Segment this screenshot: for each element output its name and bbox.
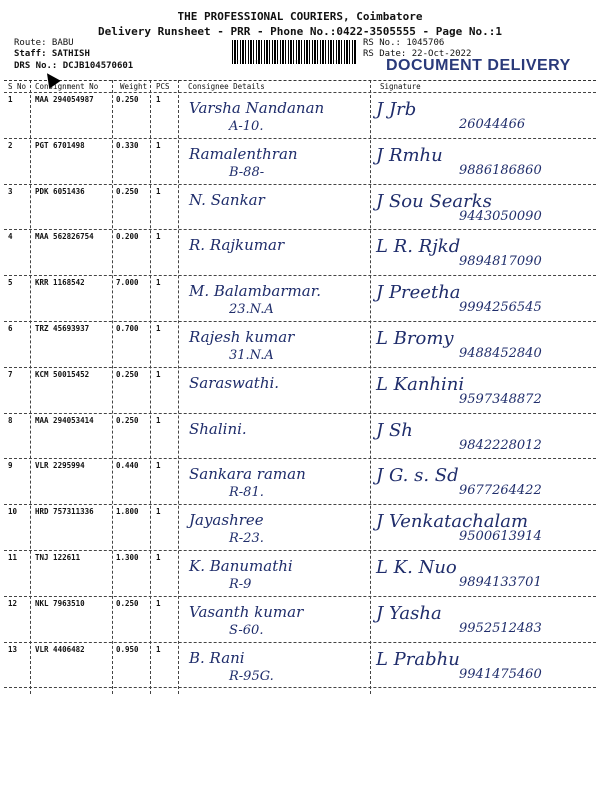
consignment-number: HRD 757311336 (35, 507, 94, 517)
table-row (4, 276, 596, 322)
column-header: S No (8, 82, 27, 91)
weight: 7.000 (116, 278, 139, 288)
consignee-name: Saraswathi. (189, 373, 280, 392)
route-label: Route: BABU (14, 38, 74, 48)
phone-number: 9952512483 (459, 620, 542, 636)
phone-number: 9443050090 (459, 208, 542, 224)
signature: L K. Nuo (376, 556, 457, 578)
consignment-number: KCM 50015452 (35, 369, 90, 379)
phone-number: 9597348872 (459, 391, 542, 407)
serial-number: 6 (8, 323, 13, 333)
table-row (4, 551, 596, 597)
consignee-name: R. Rajkumar (189, 236, 285, 255)
column-header: Weight (120, 82, 148, 91)
column-header: Signature (380, 82, 421, 91)
drs-number: DRS No.: DCJB104570601 (14, 61, 134, 71)
table-row (4, 459, 596, 505)
weight: 1.800 (116, 507, 139, 517)
runsheet-table (4, 80, 596, 688)
phone-number: 9894817090 (459, 254, 542, 270)
weight: 0.250 (116, 415, 139, 425)
runsheet-subtitle: Delivery Runsheet - PRR - Phone No.:0422-3505555 - Page No.:1 (98, 25, 502, 38)
serial-number: 2 (8, 140, 13, 150)
consignee-address: R-95G. (229, 668, 274, 684)
signature: J Sou Searks (376, 190, 492, 212)
consignee-name: Ramalenthran (189, 144, 298, 163)
serial-number: 8 (8, 415, 13, 425)
serial-number: 9 (8, 461, 13, 471)
serial-number: 1 (8, 95, 13, 104)
company-title: THE PROFESSIONAL COURIERS, Coimbatore (177, 10, 423, 23)
signature: J Yasha (376, 602, 442, 624)
consignment-number: TNJ 122611 (35, 552, 81, 562)
consignee-name: Rajesh kumar (189, 327, 295, 346)
serial-number: 13 (8, 644, 18, 654)
signature: J Venkatachalam (376, 511, 529, 533)
column-header: PCS (156, 82, 170, 91)
pieces: 1 (156, 644, 161, 654)
consignee-name: M. Balambarmar. (189, 282, 321, 301)
serial-number: 3 (8, 186, 13, 196)
weight: 0.950 (116, 644, 139, 654)
signature: L Kanhini (376, 373, 465, 395)
rs-number: RS No.: 1045706 (363, 38, 445, 48)
table-row (4, 597, 596, 643)
weight: 0.250 (116, 186, 139, 196)
column-header: Consignee Details (188, 82, 265, 91)
consignee-address: S-60. (229, 622, 264, 638)
pieces: 1 (156, 507, 161, 517)
consignment-number: MAA 294054987 (35, 95, 94, 104)
consignee-name: Jayashree (189, 511, 264, 530)
weight: 0.250 (116, 369, 139, 379)
pieces: 1 (156, 461, 161, 471)
phone-number: 9886186860 (459, 162, 542, 178)
pieces: 1 (156, 186, 161, 196)
phone-number: 9941475460 (459, 666, 542, 682)
pieces: 1 (156, 278, 161, 288)
pieces: 1 (156, 552, 161, 562)
consignee-name: Shalini. (189, 419, 247, 438)
consignment-number: VLR 4406482 (35, 644, 85, 654)
weight: 0.700 (116, 323, 139, 333)
table-row (4, 368, 596, 414)
serial-number: 11 (8, 552, 18, 562)
consignee-name: K. Banumathi (189, 556, 293, 575)
signature: J Preetha (376, 282, 461, 304)
consignment-number: MAA 294053414 (35, 415, 94, 425)
signature: L R. Rjkd (376, 236, 461, 258)
consignee-address: 31.N.A (229, 347, 274, 363)
weight: 0.250 (116, 95, 139, 104)
signature: J Sh (376, 419, 413, 441)
pieces: 1 (156, 323, 161, 333)
phone-number: 9677264422 (459, 483, 542, 499)
phone-number: 9488452840 (459, 345, 542, 361)
consignee-address: B-88- (229, 164, 265, 180)
table-row (4, 185, 596, 231)
consignee-name: Vasanth kumar (189, 602, 304, 621)
serial-number: 5 (8, 278, 13, 288)
consignment-number: PGT 6701498 (35, 140, 85, 150)
weight: 0.250 (116, 598, 139, 608)
pieces: 1 (156, 140, 161, 150)
table-header-row (4, 81, 596, 93)
phone-number: 9842228012 (459, 437, 542, 453)
consignee-address: 23.N.A (229, 302, 274, 318)
phone-number: 9994256545 (459, 300, 542, 316)
signature: L Bromy (376, 327, 454, 349)
table-row (4, 139, 596, 185)
signature: J G. s. Sd (376, 465, 459, 487)
weight: 1.300 (116, 552, 139, 562)
consignee-name: Sankara raman (189, 465, 306, 484)
document-delivery-label: DOCUMENT DELIVERY (386, 57, 571, 74)
staff-label: Staff: SATHISH (14, 49, 90, 59)
consignee-address: R-9 (229, 576, 252, 592)
consignee-name: B. Rani (189, 648, 245, 667)
consignment-number: TRZ 45693937 (35, 323, 90, 333)
weight: 0.200 (116, 232, 139, 242)
barcode (232, 40, 357, 64)
signature: J Rmhu (376, 144, 443, 166)
rs-date: RS Date: 22-Oct-2022 (363, 49, 472, 59)
table-row (4, 414, 596, 460)
signature: L Prabhu (376, 648, 460, 670)
pieces: 1 (156, 232, 161, 242)
consignee-address: A-10. (229, 119, 264, 134)
pieces: 1 (156, 95, 161, 104)
consignment-number: VLR 2295994 (35, 461, 85, 471)
consignment-number: PDK 6051436 (35, 186, 85, 196)
phone-number: 26044466 (459, 117, 526, 132)
table-row (4, 505, 596, 551)
weight: 0.440 (116, 461, 139, 471)
pieces: 1 (156, 415, 161, 425)
column-header: Consignment No (35, 82, 99, 91)
serial-number: 10 (8, 507, 18, 517)
signature: J Jrb (376, 99, 417, 120)
table-row (4, 322, 596, 368)
serial-number: 4 (8, 232, 13, 242)
weight: 0.330 (116, 140, 139, 150)
table-row (4, 93, 596, 139)
consignee-address: R-23. (229, 531, 264, 547)
consignment-number: MAA 562826754 (35, 232, 94, 242)
table-row (4, 230, 596, 276)
table-row (4, 643, 596, 689)
consignment-number: NKL 7963510 (35, 598, 85, 608)
pieces: 1 (156, 598, 161, 608)
consignee-name: Varsha Nandanan (189, 99, 325, 117)
serial-number: 7 (8, 369, 13, 379)
consignee-name: N. Sankar (189, 190, 265, 209)
serial-number: 12 (8, 598, 18, 608)
pieces: 1 (156, 369, 161, 379)
phone-number: 9894133701 (459, 574, 542, 590)
consignment-number: KRR 1168542 (35, 278, 85, 288)
phone-number: 9500613914 (459, 529, 542, 545)
consignee-address: R-81. (229, 485, 264, 501)
